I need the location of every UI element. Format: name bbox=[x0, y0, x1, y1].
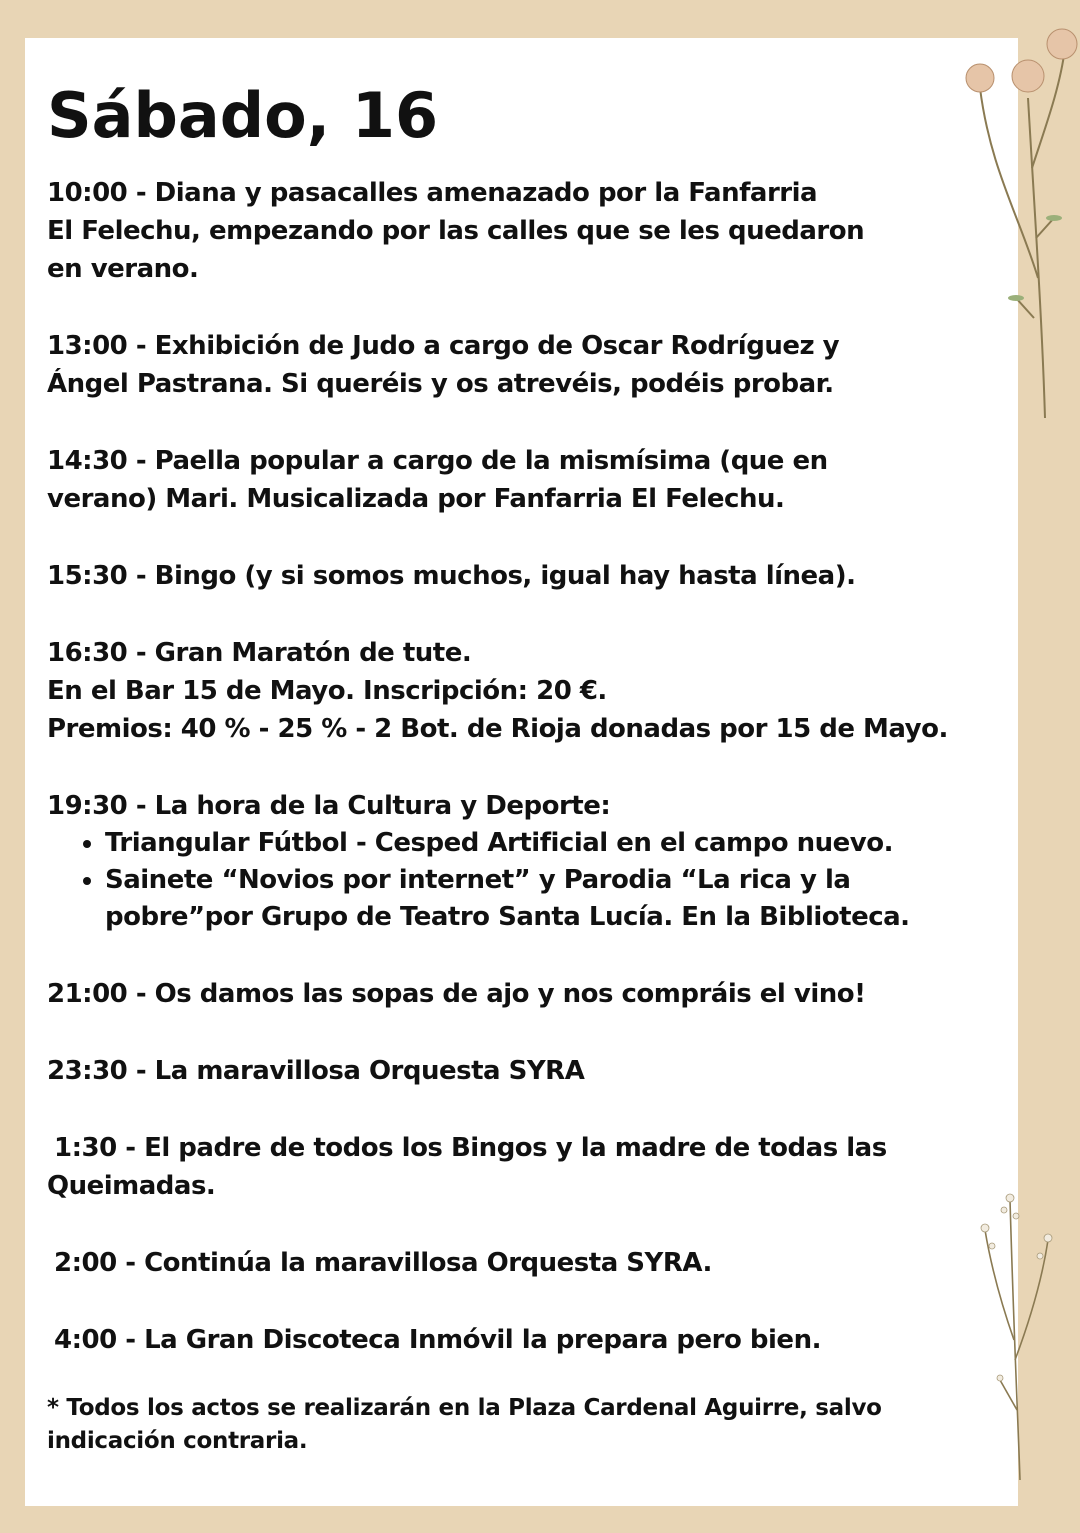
event-line: 19:30 - La hora de la Cultura y Deporte: bbox=[47, 791, 611, 821]
event-1430 bbox=[47, 442, 992, 518]
list-item: • Sainete “Novios por internet” y Parodia “La rica y la pobre”por Grupo de Teatro Santa Lucía. En la Biblioteca. bbox=[105, 862, 992, 936]
event-1630 bbox=[47, 634, 992, 748]
event-2100 bbox=[47, 975, 992, 1013]
event-sublist bbox=[47, 825, 992, 936]
event-line: 21:00 - Os damos las sopas de ajo y nos compráis el vino! bbox=[47, 979, 866, 1009]
event-1000 bbox=[47, 174, 992, 288]
event-line: Ángel Pastrana. Si queréis y os atrevéis, podéis probar. bbox=[47, 369, 834, 399]
event-line: 1:30 - El padre de todos los Bingos y la madre de todas las bbox=[54, 1133, 887, 1163]
event-0400 bbox=[47, 1321, 992, 1359]
event-line: Queimadas. bbox=[47, 1171, 216, 1201]
event-line: 15:30 - Bingo (y si somos muchos, igual hay hasta línea). bbox=[47, 561, 856, 591]
event-line: En el Bar 15 de Mayo. Inscripción: 20 €. bbox=[47, 676, 607, 706]
event-1930 bbox=[47, 787, 992, 936]
event-1300 bbox=[47, 327, 992, 403]
list-item: • Triangular Fútbol - Cesped Artificial en el campo nuevo. bbox=[105, 825, 992, 862]
event-2330 bbox=[47, 1052, 992, 1090]
event-1530 bbox=[47, 557, 992, 595]
event-0200 bbox=[47, 1244, 992, 1282]
footnote: * Todos los actos se realizarán en la Plaza Cardenal Aguirre, salvo indicación contraria. bbox=[47, 1395, 882, 1454]
event-line: 14:30 - Paella popular a cargo de la mismísima (que en bbox=[47, 446, 828, 476]
event-line: 16:30 - Gran Maratón de tute. bbox=[47, 638, 472, 668]
page-title: Sábado, 16 bbox=[47, 79, 439, 152]
event-line: verano) Mari. Musicalizada por Fanfarria El Felechu. bbox=[47, 484, 785, 514]
dried-flowers-bottom-illustration bbox=[970, 1180, 1060, 1480]
event-line: Premios: 40 % - 25 % - 2 Bot. de Rioja donadas por 15 de Mayo. bbox=[47, 714, 948, 744]
event-line: 2:00 - Continúa la maravillosa Orquesta SYRA. bbox=[54, 1248, 712, 1278]
event-line: 10:00 - Diana y pasacalles amenazado por la Fanfarria bbox=[47, 178, 818, 208]
event-line: El Felechu, empezando por las calles que se les quedaron bbox=[47, 216, 865, 246]
event-line: 4:00 - La Gran Discoteca Inmóvil la prepara pero bien. bbox=[54, 1325, 821, 1355]
event-line: en verano. bbox=[47, 254, 199, 284]
event-0130 bbox=[47, 1129, 992, 1205]
schedule bbox=[47, 80, 992, 1458]
event-line: 13:00 - Exhibición de Judo a cargo de Oscar Rodríguez y bbox=[47, 331, 840, 361]
event-line: 23:30 - La maravillosa Orquesta SYRA bbox=[47, 1056, 585, 1086]
